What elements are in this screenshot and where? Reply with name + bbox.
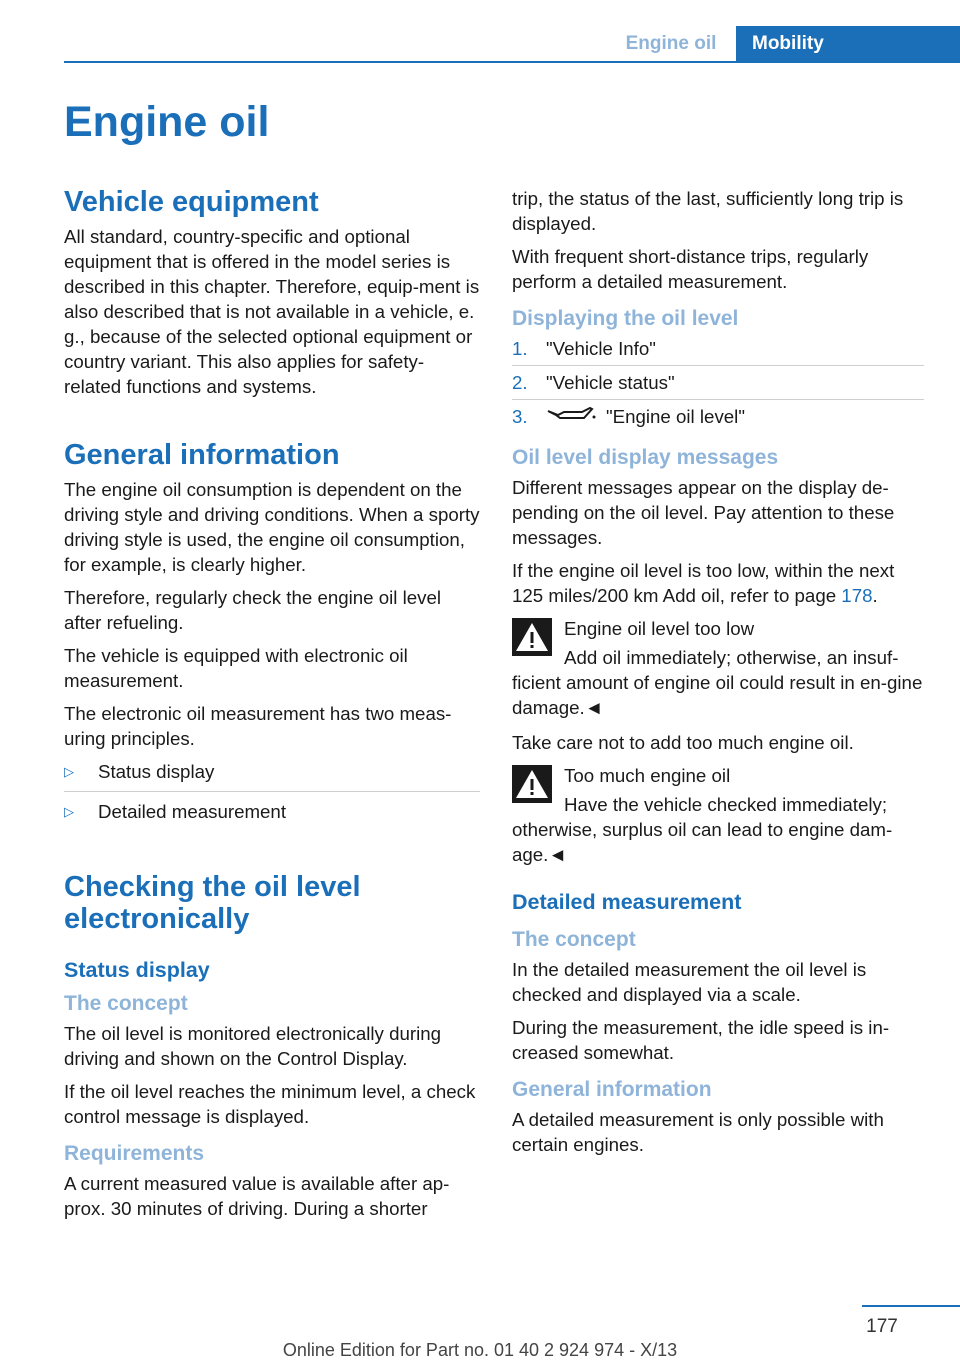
principles-list [64,759,480,831]
checking-oil-level-heading: Checking the oil level electronically [64,871,361,935]
general-paragraph-4: The electronic oil measurement has two meas-uring principles. [64,703,452,749]
list-item-label: Status display [98,761,215,782]
header-rule [64,61,960,63]
edition-footer: Online Edition for Part no. 01 40 2 924 974 - X/13 [282,1340,678,1360]
steps-list [512,336,924,435]
care-paragraph: Take care not to add too much engine oil. [512,732,854,754]
messages-text: If the engine oil level is too low, within the next 125 miles/200 km Add oil, refer to page [512,560,895,607]
general-information-heading: General information [64,439,340,471]
warning-text: Add oil immediately; otherwise, an insuf-ficient amount of engine oil could result in en-gine damage.◄ [512,647,923,719]
messages-paragraph-1: Different messages appear on the display de-pending on the oil level. Pay attention to these messages. [512,477,895,549]
warning-title: Too much engine oil [564,765,731,787]
page-number: 177 [866,1316,898,1337]
detailed-general-heading: General information [512,1078,712,1102]
continued-paragraph-2: With frequent short-distance trips, regularly perform a detailed measurement. [512,246,869,292]
list-item-label: Detailed measurement [98,801,287,822]
requirements-heading: Requirements [64,1142,205,1165]
step-text: "Vehicle Info" [546,338,656,359]
vehicle-equipment-text: All standard, country-specific and optional equipment that is offered in the model series is described in this chapter. Therefore, equip-ment is also described that is not available in a vehicle, e. g., because of the selected optional equipment or country variant. This also applies for safety-related functions and systems. [64,226,480,397]
footer-rule [862,1305,960,1307]
general-paragraph-3: The vehicle is equipped with electronic oil measurement. [64,645,408,691]
header-tab-mobility[interactable]: Mobility [736,26,960,61]
detailed-concept-paragraph-1: In the detailed measurement the oil level is checked and displayed via a scale. [512,959,867,1006]
step-number: 1. [512,338,528,359]
list-item [512,404,924,435]
warning-triangle-icon [512,618,552,656]
messages-paragraph-2 [512,558,924,608]
vehicle-equipment-heading: Vehicle equipment [64,186,319,218]
page-title: Engine oil [64,98,270,146]
step-number: 3. [512,406,528,427]
detailed-measurement-heading: Detailed measurement [512,890,742,915]
oil-level-messages-heading: Oil level display messages [512,446,779,470]
concept-heading: The concept [64,992,188,1015]
detailed-concept-heading: The concept [512,928,636,952]
right-column [512,186,924,1165]
list-item [512,370,924,400]
detailed-concept-paragraph-2: During the measurement, the idle speed is in-creased somewhat. [512,1017,890,1064]
concept-paragraph-2: If the oil level reaches the minimum level, a check control message is displayed. [64,1081,476,1127]
warning-text: Have the vehicle checked immediately; otherwise, surplus oil can lead to engine dam-age.◄ [512,794,893,866]
status-display-heading: Status display [64,958,210,982]
messages-text-end: . [872,585,878,607]
displaying-oil-level-heading: Displaying the oil level [512,307,739,330]
list-item [64,759,480,792]
list-item [512,336,924,366]
header-tab-engine-oil[interactable]: Engine oil [625,33,717,54]
continued-paragraph-1: trip, the status of the last, sufficiently long trip is displayed. [512,188,904,234]
concept-paragraph-1: The oil level is monitored electronically during driving and shown on the Control Display. [64,1023,442,1069]
warning-triangle-icon [512,765,552,803]
detailed-general-paragraph: A detailed measurement is only possible with certain engines. [512,1109,884,1156]
general-paragraph-1: The engine oil consumption is dependent on the driving style and driving conditions. When a sporty driving style is used, the engine oil consumption, for example, is clearly higher. [64,479,480,575]
warning-too-much-oil [512,763,924,867]
list-item [64,799,480,831]
warning-title: Engine oil level too low [564,618,755,640]
left-column [64,186,480,1229]
step-number: 2. [512,372,528,393]
step-text: "Engine oil level" [606,406,745,427]
triangle-bullet-icon: ▷ [64,764,74,779]
triangle-bullet-icon: ▷ [64,804,74,819]
general-paragraph-2: Therefore, regularly check the engine oil level after refueling. [64,587,442,633]
requirements-paragraph: A current measured value is available after ap-prox. 30 minutes of driving. During a shorter [64,1173,450,1219]
warning-oil-too-low [512,616,924,720]
page-reference-link[interactable]: 178 [841,585,873,607]
oil-can-icon [546,405,596,431]
step-text: "Vehicle status" [546,372,675,393]
